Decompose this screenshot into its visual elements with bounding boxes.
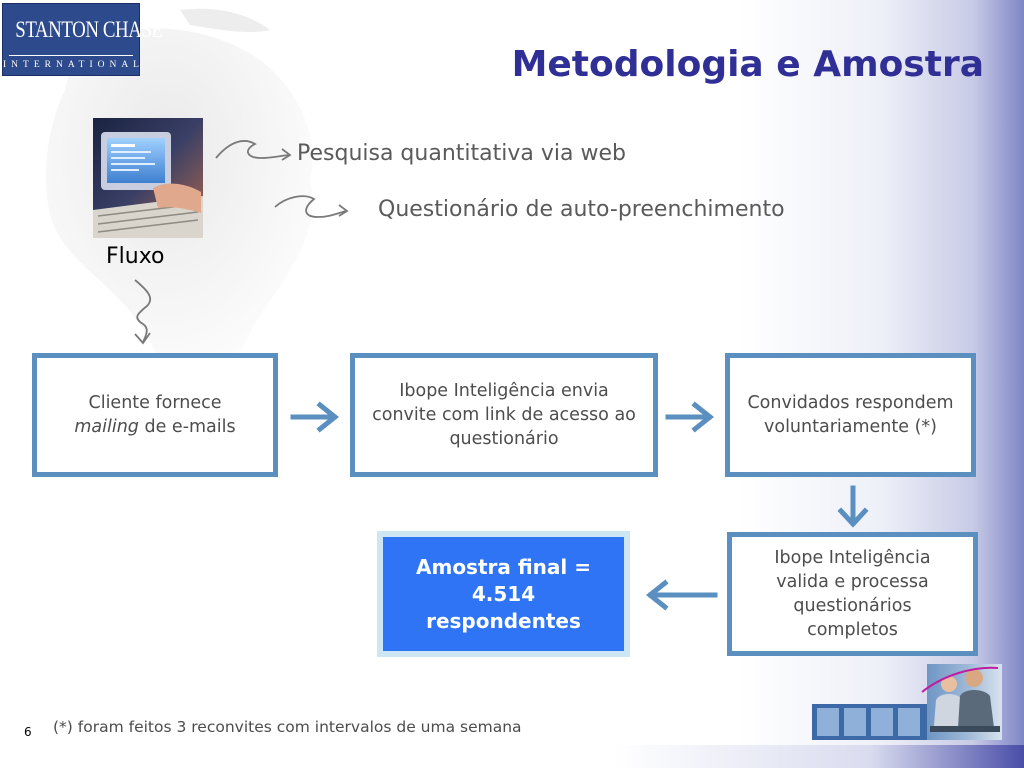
logo-wordmark: STANTON CHASE bbox=[15, 17, 163, 42]
right-arrow-icon bbox=[665, 402, 715, 432]
flow-label: Fluxo bbox=[106, 244, 165, 269]
office-people-image bbox=[812, 656, 1002, 742]
step-4-text: Ibope Inteligência valida e processa questionários completos bbox=[774, 548, 931, 640]
result-line1: Amostra final = bbox=[416, 554, 591, 579]
logo-rule bbox=[9, 55, 133, 56]
step-ibope-sends-invite bbox=[350, 353, 658, 477]
page-title: Metodologia e Amostra bbox=[511, 44, 984, 85]
logo-subtitle: INTERNATIONAL bbox=[3, 60, 144, 70]
squiggle-arrow-icon bbox=[272, 193, 352, 227]
step-1-emphasis: mailing bbox=[74, 417, 139, 437]
computer-keyboard-image bbox=[93, 118, 203, 238]
squiggle-down-arrow-icon bbox=[125, 276, 161, 346]
down-arrow-icon bbox=[838, 485, 868, 529]
step-1-line1: Cliente fornece bbox=[88, 393, 222, 413]
right-arrow-icon bbox=[290, 402, 340, 432]
bullet-web-survey: Pesquisa quantitativa via web bbox=[297, 141, 626, 166]
step-ibope-validates bbox=[727, 532, 978, 656]
company-logo bbox=[2, 3, 163, 76]
step-2-text: Ibope Inteligência envia convite com link de acesso ao questionário bbox=[372, 381, 636, 449]
final-sample-box bbox=[377, 531, 630, 657]
step-1-line2: de e-mails bbox=[138, 417, 236, 437]
page-number: 6 bbox=[24, 725, 32, 739]
left-arrow-icon bbox=[645, 580, 719, 610]
result-line3: respondentes bbox=[426, 608, 581, 633]
bottom-band bbox=[0, 745, 1024, 768]
footnote: (*) foram feitos 3 reconvites com intervalos de uma semana bbox=[53, 718, 522, 736]
step-client-provides-mailing bbox=[32, 353, 278, 477]
squiggle-arrow-icon bbox=[213, 136, 293, 168]
step-3-text: Convidados respondem voluntariamente (*) bbox=[747, 393, 954, 437]
result-count: 4.514 bbox=[471, 581, 536, 606]
bullet-self-completion: Questionário de auto-preenchimento bbox=[378, 197, 785, 222]
step-guests-respond bbox=[725, 353, 976, 477]
